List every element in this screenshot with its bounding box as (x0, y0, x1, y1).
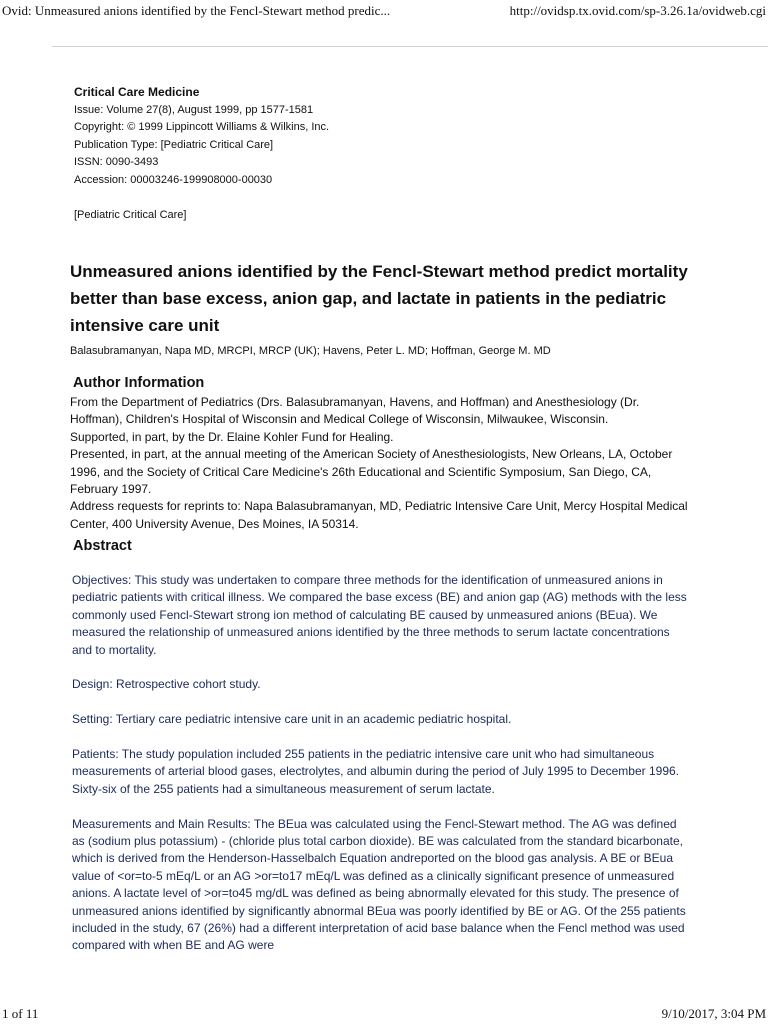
print-datetime: 9/10/2017, 3:04 PM (661, 1006, 766, 1021)
abstract-design: Design: Retrospective cohort study. (72, 677, 261, 692)
publication-type-line: Publication Type: [Pediatric Critical Care] (74, 138, 274, 151)
abstract-heading: Abstract (73, 538, 132, 554)
author-presented: Presented, in part, at the annual meeting of the American Society of Anesthesiologists, New Orleans, LA, October 1996, and the Society of Critical Care Medicine's 26th Educational and Scientific Symposium, San Diego, CA, February 1997. (70, 447, 673, 497)
copyright-line: Copyright: © 1999 Lippincott Williams & Wilkins, Inc. (74, 121, 330, 133)
author-information-heading: Author Information (73, 375, 205, 391)
article-authors: Balasubramanyan, Napa MD, MRCPI, MRCP (UK); Havens, Peter L. MD; Hoffman, George M. MD (70, 345, 551, 357)
citation-metadata (74, 84, 329, 189)
author-affiliation: From the Department of Pediatrics (Drs. Balasubramanyan, Havens, and Hoffman) and Anesthesiology (Dr. Hoffman), Children's Hospital of Wisconsin and Medical College of Wisconsin, Milwaukee, Wisconsin. (70, 395, 640, 427)
author-information-body (70, 394, 690, 533)
abstract-body (72, 572, 692, 972)
print-header-url: http://ovidsp.tx.ovid.com/sp-3.26.1a/ovidweb.cgi (509, 3, 766, 18)
author-reprints: Address requests for reprints to: Napa Balasubramanyan, MD, Pediatric Intensive Care Unit, Mercy Hospital Medical Center, 400 University Avenue, Des Moines, IA 50314. (70, 499, 688, 531)
print-header (0, 0, 768, 22)
article-title: Unmeasured anions identified by the Fencl-Stewart method predict mortality better than base excess, anion gap, and lactate in patients in the pediatric intensive care unit (70, 262, 688, 335)
section-tag: [Pediatric Critical Care] (74, 209, 187, 221)
abstract-patients: Patients: The study population included 255 patients in the pediatric intensive care unit who had simultaneous measurements of arterial blood gases, electrolytes, and albumin during the period of July 1995 to December 1996. Sixty-six of the 255 patients had a simultaneous measurement of serum lactate. (72, 747, 680, 796)
abstract-setting: Setting: Tertiary care pediatric intensive care unit in an academic pediatric hospital. (72, 712, 512, 727)
abstract-results: Measurements and Main Results: The BEua was calculated using the Fencl-Stewart method. The AG was defined as (sodium plus potassium) - (chloride plus total carbon dioxide). BE was calculated from the standard bicarbonate, which is derived from the Henderson-Hasselbalch Equation andreported on the blood gas analysis. A BE or BEua value of <or=to-5 mEq/L or an AG >or=to17 mEq/L was defined as a clinically significant presence of unmeasured anions. A lactate level of >or=to45 mg/dL was defined as being abnormally elevated for this study. The presence of unmeasured anions identified by significantly abnormal BEua was poorly identified by BE or AG. Of the 255 patients included in the study, 67 (26%) had a different interpretation of acid base balance when the Fencl method was used compared with when BE and AG were (72, 816, 686, 953)
abstract-objectives: Objectives: This study was undertaken to compare three methods for the identification of unmeasured anions in pediatric patients with critical illness. We compared the base excess (BE) and anion gap (AG) methods with the less commonly used Fencl-Stewart strong ion method of calculating BE caused by unmeasured anions (BEua). We measured the relationship of unmeasured anions identified by the three methods to serum lactate concentrations and to mortality. (72, 573, 687, 657)
issn-line: ISSN: 0090-3493 (74, 156, 159, 168)
journal-name: Critical Care Medicine (74, 85, 200, 99)
author-funding: Supported, in part, by the Dr. Elaine Kohler Fund for Healing. (70, 429, 394, 444)
issue-line: Issue: Volume 27(8), August 1999, pp 1577-1581 (74, 103, 314, 116)
print-footer (0, 1004, 768, 1024)
divider (52, 46, 768, 47)
page-number: 1 of 11 (2, 1006, 39, 1021)
print-header-title: Ovid: Unmeasured anions identified by the Fencl-Stewart method predic... (2, 3, 391, 18)
accession-line: Accession: 00003246-199908000-00030 (74, 173, 273, 186)
